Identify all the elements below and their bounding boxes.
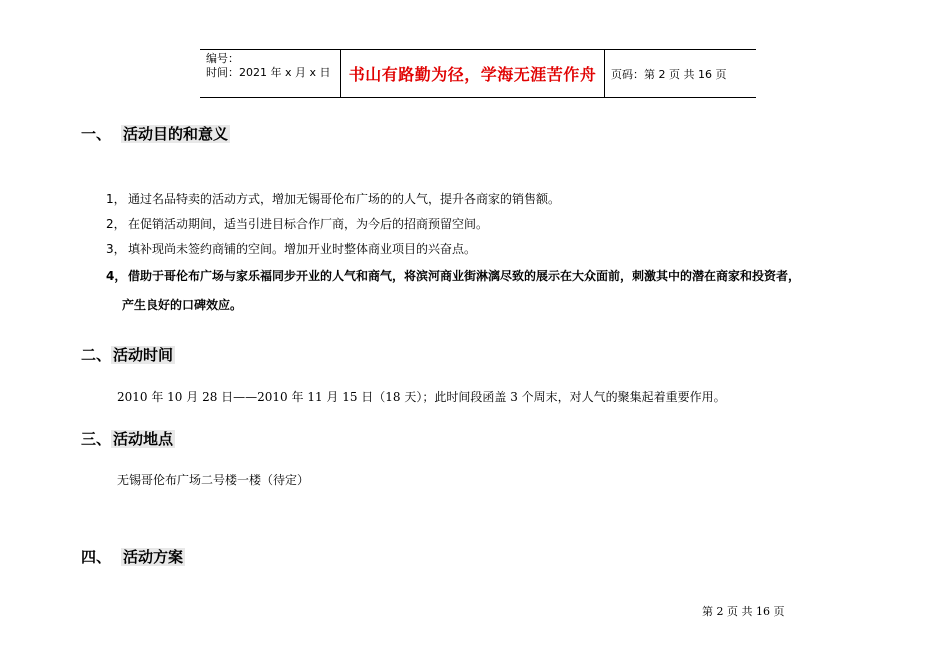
- list-text: 填补现尚未签约商铺的空间。增加开业时整体商业项目的兴奋点。: [128, 242, 477, 256]
- list-item: [106, 268, 800, 284]
- section-title: 活动方案: [123, 548, 184, 566]
- section-heading-4: [81, 546, 185, 567]
- page-label: 页码：第 2 页 共 16 页: [611, 67, 727, 81]
- section-heading-3: [81, 428, 175, 449]
- list-text: 通过名品特卖的活动方式，增加无锡哥伦布广场的的人气，提升各商家的销售额。: [128, 192, 561, 206]
- section-number: 四、: [81, 548, 112, 566]
- location-paragraph: 无锡哥伦布广场二号楼一楼（待定）: [117, 473, 310, 487]
- time-paragraph: 2010 年 10 月 28 日——2010 年 11 月 15 日（18 天）；此时间段函盖 3 个周末，对人气的聚集起着重要作用。: [117, 390, 726, 404]
- header-motto-cell: [341, 50, 605, 97]
- header-table: [200, 49, 756, 98]
- list-item-continuation: 产生良好的口碑效应。: [122, 298, 243, 312]
- motto-text: 书山有路勤为径，学海无涯苦作舟: [348, 65, 597, 84]
- list-text: 在促销活动期间，适当引进目标合作厂商，为今后的招商预留空间。: [128, 217, 489, 231]
- section-heading-1: [81, 123, 230, 144]
- section-number: 三、: [81, 430, 112, 448]
- time-label: 时间：2021 年 x 月 x 日: [206, 66, 331, 79]
- section-number: 二、: [81, 346, 112, 364]
- section-number: 一、: [81, 125, 112, 143]
- number-label: 编号：: [206, 52, 239, 65]
- list-number: 4，: [106, 269, 127, 283]
- list-number: 1，: [106, 192, 126, 206]
- list-text: 借助于哥伦布广场与家乐福同步开业的人气和商气，将滨河商业街淋漓尽致的展示在大众面前，刺激其中的潜在商家和投资者，: [128, 269, 801, 283]
- section-heading-2: [81, 344, 175, 365]
- list-number: 2，: [106, 217, 126, 231]
- section-title: 活动地点: [113, 430, 174, 448]
- list-item: [106, 191, 560, 207]
- list-item: [106, 241, 476, 257]
- header-page-cell: [605, 50, 756, 97]
- section-title: 活动目的和意义: [123, 125, 229, 143]
- list-item: [106, 216, 488, 232]
- list-number: 3，: [106, 242, 126, 256]
- header-meta-cell: [200, 50, 341, 97]
- page-footer: 第 2 页 共 16 页: [702, 605, 785, 618]
- section-title: 活动时间: [113, 346, 174, 364]
